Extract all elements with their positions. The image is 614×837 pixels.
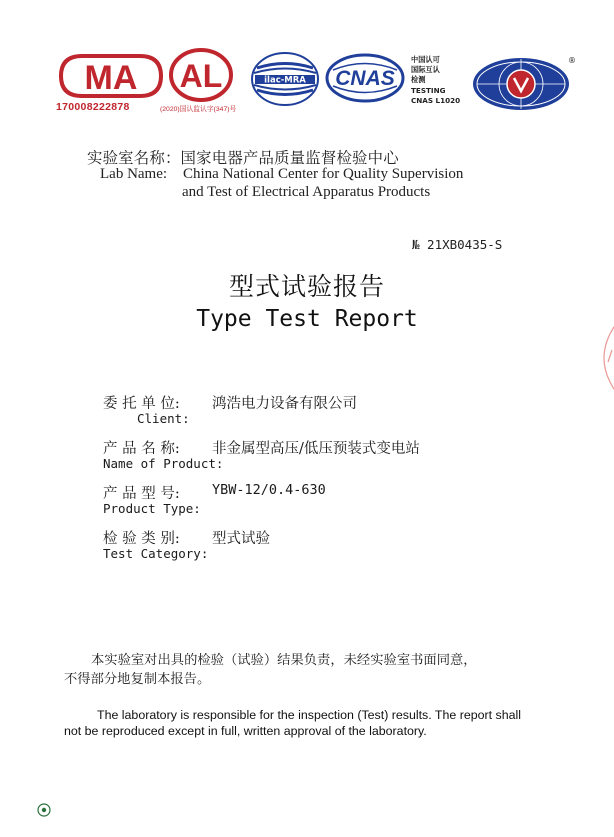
- type-label-cn: 产 品 型 号:: [103, 486, 180, 502]
- client-label-cn: 委 托 单 位:: [103, 396, 180, 412]
- cnas-logo-text: CNAS: [335, 67, 395, 90]
- seal-stamp-edge: [588, 322, 614, 394]
- lab-name-en-line2: and Test of Electrical Apparatus Products: [182, 184, 431, 200]
- cnas-line: TESTING: [411, 85, 446, 95]
- cma-code: 170008222878: [56, 101, 130, 113]
- ilac-logo-text: ilac-MRA: [264, 75, 306, 86]
- lab-name-en-label: Lab Name:: [100, 166, 168, 182]
- cal-code: (2020)国认监认字(347)号: [160, 106, 237, 113]
- cma-logo: [58, 52, 164, 100]
- product-label-en: Name of Product:: [103, 456, 224, 471]
- report-number: № 21XB0435-S: [412, 237, 503, 252]
- notice-en-line1: The laboratory is responsible for the inspection (Test) results. The report shall: [97, 708, 522, 722]
- cnas-accreditation-text: [411, 55, 460, 106]
- lab-name-en-line1: China National Center for Quality Supervision: [183, 166, 464, 182]
- category-value: 型式试验: [212, 531, 270, 547]
- report-title-en: Type Test Report: [196, 306, 418, 332]
- client-label-en: Client:: [137, 411, 190, 426]
- notice-cn-line1: 本实验室对出具的检验（试验）结果负责，未经实验室书面同意，: [91, 653, 477, 668]
- type-value: YBW-12/0.4-630: [212, 482, 326, 498]
- category-label-en: Test Category:: [103, 546, 209, 561]
- category-label-cn: 检 验 类 别:: [103, 531, 180, 547]
- product-value: 非金属型高压/低压预装式变电站: [212, 441, 420, 457]
- footer-mark-icon: [37, 803, 51, 817]
- client-value: 鸿浩电力设备有限公司: [212, 396, 357, 412]
- cal-logo: [168, 48, 234, 102]
- lab-name-cn: 实验室名称：国家电器产品质量监督检验中心: [87, 149, 399, 167]
- cnas-line: CNAS L1020: [411, 95, 461, 105]
- report-title-cn: 型式试验报告: [228, 272, 385, 301]
- ilac-mra-logo: [249, 51, 321, 107]
- cnas-line: 检测: [411, 75, 426, 85]
- globe-certification-logo: [469, 54, 577, 112]
- type-label-en: Product Type:: [103, 501, 201, 516]
- cnas-logo: [324, 52, 406, 104]
- cnas-line: 国际互认: [411, 65, 440, 75]
- product-label-cn: 产 品 名 称:: [103, 441, 180, 457]
- cnas-line: 中国认可: [411, 55, 440, 64]
- notice-en-line2: not be reproduced except in full, written approval of the laboratory.: [64, 724, 427, 738]
- cma-logo-text: MA: [84, 59, 138, 97]
- notice-cn-line2: 不得部分地复制本报告。: [64, 672, 211, 687]
- cal-logo-text: AL: [179, 58, 223, 94]
- registered-mark: ®: [568, 56, 576, 65]
